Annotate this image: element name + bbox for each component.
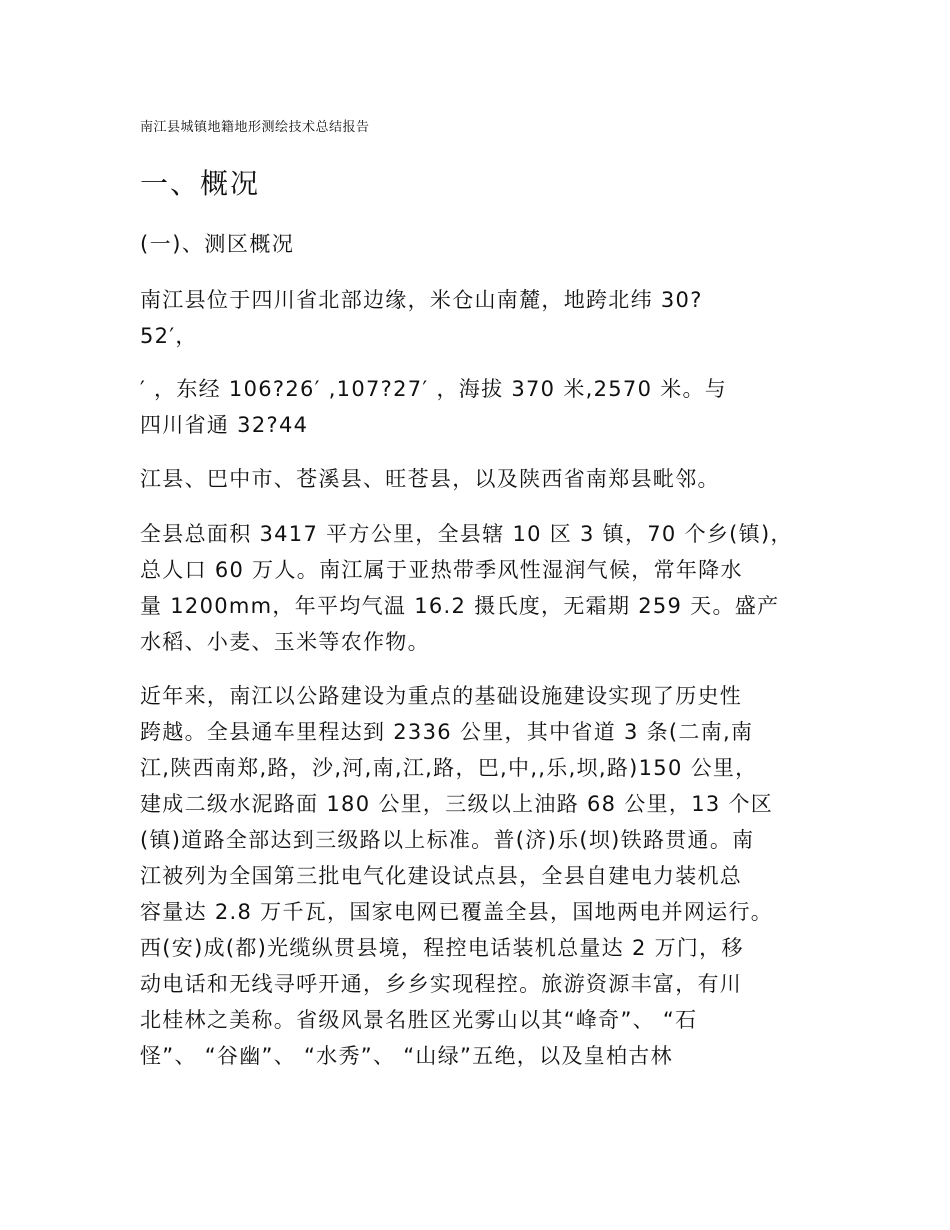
text-line: 四川省通 32?44 xyxy=(140,413,309,437)
text-line: 52′， xyxy=(140,324,198,348)
text-line: 西(安)成(都)光缆纵贯县境，程控电话装机总量达 2 万门，移 xyxy=(140,936,744,960)
text-line: ′ ，东经 106?26′ ,107?27′ ，海拔 370 米,2570 米。与 xyxy=(140,377,728,401)
text-line: 容量达 2.8 万千瓦，国家电网已覆盖全县，国地两电并网运行。 xyxy=(140,900,774,924)
text-line: 江,陕西南郑,路，沙,河,南,江,路，巴,中,,乐,坝,路)150 公里， xyxy=(140,756,758,780)
text-line: 全县总面积 3417 平方公里，全县辖 10 区 3 镇，70 个乡(镇)， xyxy=(140,522,793,546)
document-title: 南江县城镇地籍地形测绘技术总结报告 xyxy=(140,120,370,135)
text-line: (镇)道路全部达到三级路以上标准。普(济)乐(坝)铁路贯通。南 xyxy=(140,828,755,852)
text-line: 量 1200mm，年平均气温 16.2 摄氏度，无霜期 259 天。盛产 xyxy=(140,594,780,618)
paragraph-location xyxy=(140,282,703,354)
paragraph-coordinates xyxy=(140,371,727,443)
text-line: 怪”、 “谷幽”、 “水秀”、 “山绿”五绝，以及皇柏古林 xyxy=(140,1044,673,1068)
text-line: 水稻、小麦、玉米等农作物。 xyxy=(140,630,430,654)
text-line: 建成二级水泥路面 180 公里，三级以上油路 68 公里，13 个区 xyxy=(140,792,774,816)
text-line: 总人口 60 万人。南江属于亚热带季风性湿润气候，常年降水 xyxy=(140,558,743,582)
paragraph-area-climate xyxy=(140,516,793,660)
text-line: 南江县位于四川省北部边缘，米仓山南麓，地跨北纬 30? xyxy=(140,288,703,312)
text-line: 江被列为全国第三批电气化建设试点县，全县自建电力装机总 xyxy=(140,864,743,888)
text-line: 江县、巴中市、苍溪县、旺苍县，以及陕西省南郑县毗邻。 xyxy=(140,467,720,491)
text-line: 动电话和无线寻呼开通，乡乡实现程控。旅游资源丰富，有川 xyxy=(140,972,743,996)
paragraph-infrastructure xyxy=(140,678,773,1074)
text-line: 北桂林之美称。省级风景名胜区光雾山以其“峰奇”、 “石 xyxy=(140,1008,698,1032)
subsection-heading: (一)、测区概况 xyxy=(140,232,295,256)
paragraph-neighbors xyxy=(140,461,720,497)
section-heading: 一、概况 xyxy=(140,167,261,200)
text-line: 跨越。全县通车里程达到 2336 公里，其中省道 3 条(二南,南 xyxy=(140,720,754,744)
text-line: 近年来，南江以公路建设为重点的基础设施建设实现了历史性 xyxy=(140,684,743,708)
